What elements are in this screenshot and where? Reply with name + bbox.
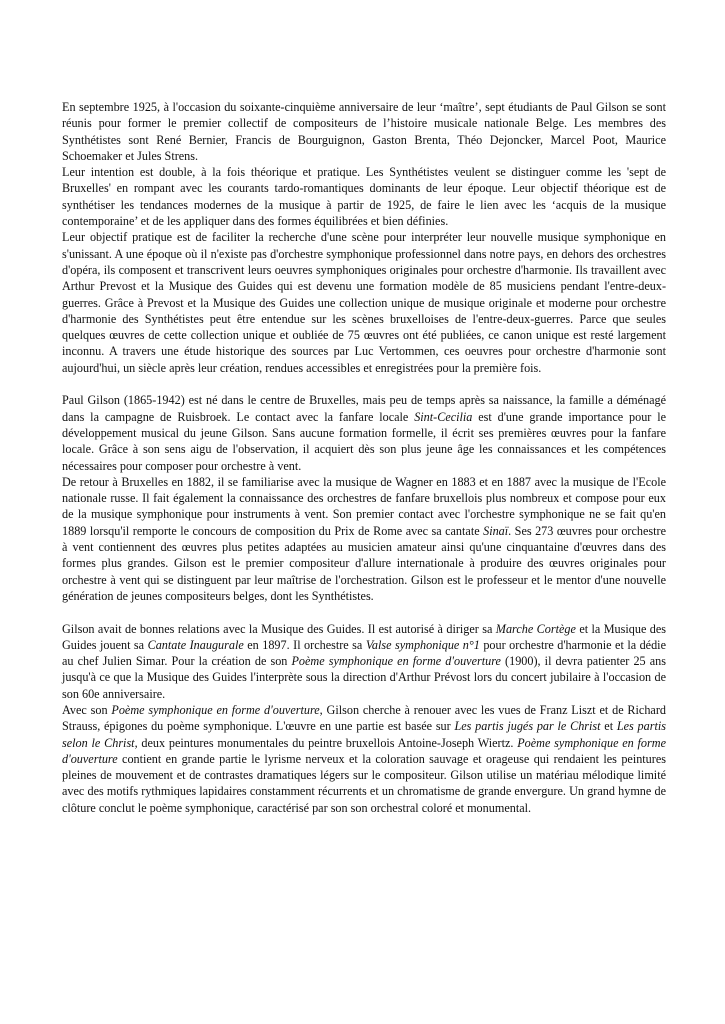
paragraph-poeme-symphonique <box>62 702 666 816</box>
text-run: est d'une grande importance pour le développement musical du jeune Gilson. Sans aucune formation formelle, il écrit ses premières œuvres pour la fanfare locale. Grâce à son sens aigu de l'observation, il acquiert dès son plus jeune âge les connaissances et les compétences nécessaires pour composer pour orchestre à vent. <box>62 409 666 473</box>
paragraph-practical-objective <box>62 229 666 376</box>
text-run: Gilson avait de bonnes relations avec la Musique des Guides. Il est autorisé à diriger sa <box>62 621 496 636</box>
work-title-italic: Sint-Cecilia <box>414 409 473 424</box>
work-title-italic: Valse symphonique n°1 <box>365 637 480 652</box>
work-title-italic: Les partis selon le Christ, <box>62 719 666 750</box>
text-run: Gilson cherche à renouer avec les vues de Franz Liszt et de Richard Strauss, épigones du poème symphonique. L'œuvre en une partie est basée sur <box>62 702 666 734</box>
paragraph-guides-relations <box>62 621 666 702</box>
work-title-italic: Sinaï <box>483 523 509 538</box>
text-run: Avec son <box>62 702 112 717</box>
text-run: . Ses 273 œuvres pour orchestre à vent contiennent des œuvres plus petites adaptées au musicien amateur ainsi qu'une cinquantaine d'œuvres dans des formes plus grandes. Gilson est le premier compositeur d'allure internationale à produire des œuvres originales pour orchestre à vent qui se distinguent par leur maîtrise de l'orchestration. Gilson est le professeur et le mentor d'une nouvelle génération de jeunes compositeurs belges, dont les Synthétistes. <box>62 523 666 603</box>
paragraph-early-life <box>62 392 666 473</box>
work-title-italic: Poème symphonique en forme d'ouverture <box>62 735 666 766</box>
work-title-italic: Marche Cortège <box>495 621 576 636</box>
text-run: et la Musique des Guides jouent sa <box>62 621 667 652</box>
section-paul-gilson-bio <box>62 392 666 604</box>
text-run: En septembre 1925, à l'occasion du soixante-cinquième anniversaire de leur ‘maître’, sept étudiants de Paul Gilson se sont réunis pour former le premier collectif de compositeurs de l’histoire musicale nationale Belge. Les membres des Synthétistes sont René Bernier, Francis de Bourguignon, Gaston Brenta, Théo Dejoncker, Marcel Poot, Maurice Schoemaker et Jules Strens. <box>62 100 666 163</box>
text-run: en 1897. Il orchestre sa <box>243 637 366 652</box>
work-title-italic: Poème symphonique en forme d'ouverture <box>291 654 501 669</box>
work-title-italic: Les partis jugés par le Christ <box>454 719 601 734</box>
text-run: Paul Gilson (1865-1942) est né dans le centre de Bruxelles, mais peu de temps après sa naissance, la famille a déménagé dans la campagne de Ruisbroek. Le contact avec la fanfare locale <box>62 393 666 424</box>
text-run: De retour à Bruxelles en 1882, il se familiarise avec la musique de Wagner en 1883 et en 1887 avec la musique de l'Ecole nationale russe. Il fait également la connaissance des orchestres de fanfare bruxellois plus nombreux et compose pour eux de la musique symphonique pour instruments à vent. Son premier contact avec l'orchestre symphonique ne se fait qu'en 1889 lorsqu'il remporte le concours de composition du Prix de Rome avec sa cantate <box>62 474 666 538</box>
paragraph-intention <box>62 164 666 229</box>
text-run: deux peintures monumentales du peintre bruxellois Antoine-Joseph Wiertz. <box>137 735 518 750</box>
text-run: Leur intention est double, à la fois théorique et pratique. Les Synthétistes veulent se distinguer comme les 'sept de Bruxelles' en rompant avec les courants tardo-romantiques dominants de leur époque. Leur objectif théorique est de synthétiser les tendances modernes de la musique à partir de 1925, de faire le lien avec les ‘acquis de la musique contemporaine’ et de les appliquer dans des formes équilibrées et bien définies. <box>62 165 666 229</box>
text-run: et <box>600 719 617 734</box>
text-run: contient en grande partie le lyrisme nerveux et la coloration sauvage et orageuse qui rendaient les peintures pleines de mouvement et de contrastes dramatiques légers sur le compositeur. Gilson utilise un matériau mélodique limité avec des motifs rythmiques lapidaires constamment récurrents et un chromatisme de grande envergure. Un grand hymne de clôture conclut le poème symphonique, caractérisé par son son orchestral coloré et monumental. <box>62 751 666 815</box>
section-musique-des-guides <box>62 621 666 817</box>
text-run: pour orchestre d'harmonie et la dédie au chef Julien Simar. Pour la création de son <box>62 637 666 669</box>
paragraph-founding <box>62 99 666 164</box>
section-synthetistes <box>62 99 666 376</box>
work-title-italic: Poème symphonique en forme d'ouverture, <box>111 702 323 717</box>
paragraph-brussels-career <box>62 474 666 604</box>
text-run: (1900), il devra patienter 25 ans jusqu'à ce que la Musique des Guides l'interprète sous la direction d'Arthur Prévost lors du concert jubilaire à l'occasion de son 60e anniversaire. <box>62 654 666 701</box>
work-title-italic: Cantate Inaugurale <box>147 637 244 652</box>
text-run: Leur objectif pratique est de faciliter la recherche d'une scène pour interpréter leur nouvelle musique symphonique en s'unissant. A une époque où il n'existe pas d'orchestre symphonique professionnel dans notre pays, en dehors des orchestres d'opéra, ils composent et transcrivent leurs oeuvres symphoniques originales pour orchestre d'harmonie. Ils travaillent avec Arthur Prevost et la Musique des Guides qui est devenu une formation modèle de 85 musiciens pendant l'entre-deux-guerres. Grâce à Prevost et la Musique des Guides une collection unique de musique originale et moderne pour orchestre d'harmonie des Synthétistes peut être entendue sur les scènes bruxelloises de l'entre-deux-guerres. Parce que seules quelques œuvres de cette collection unique et oubliée de 75 œuvres ont été publiées, ce canon unique est resté largement inconnu. A travers une étude historique des sources par Luc Vertommen, ces oeuvres pour orchestre d'harmonie sont aujourd'hui, un siècle après leur création, rendues accessibles et enregistrées pour la première fois. <box>62 230 666 375</box>
document-page <box>62 99 666 832</box>
